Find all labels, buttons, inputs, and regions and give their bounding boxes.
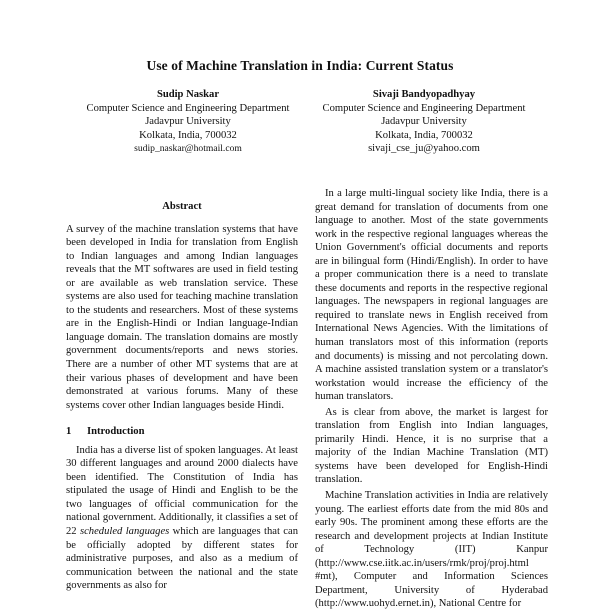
- body-paragraph: Machine Translation activities in India are relatively young. The earliest efforts date from the mid 80s and early 90s. The prominent among these efforts are the research and development projects at Indian Institute of Technology (IIT) Kanpur (http://www.cse.iitk.ac.in/users/rmk/proj/proj.html #mt), Computer and Information Sciences Department, University of Hyderabad (http://www.uohyd.ernet.in), National Centre for: [315, 490, 548, 610]
- author-department: Computer Science and Engineering Department: [86, 102, 290, 114]
- intro-emphasis: scheduled languages: [79, 526, 170, 538]
- author-email: sivaji_cse_ju@yahoo.com: [368, 143, 480, 155]
- author-block-2: [314, 88, 534, 156]
- author-name: Sivaji Bandyopadhyay: [372, 89, 476, 100]
- section-title: Introduction: [87, 426, 145, 438]
- intro-paragraph: [66, 444, 298, 593]
- author-location: Kolkata, India, 700032: [375, 129, 473, 141]
- author-location: Kolkata, India, 700032: [139, 129, 237, 141]
- right-column: [315, 187, 548, 611]
- author-email: sudip_naskar@hotmail.com: [134, 143, 242, 155]
- author-department: Computer Science and Engineering Department: [322, 102, 526, 114]
- paper-title: Use of Machine Translation in India: Current Status: [146, 58, 454, 73]
- author-name: Sudip Naskar: [156, 89, 220, 100]
- body-paragraph: In a large multi-lingual society like India, there is a great demand for translation of documents from one language to another. Most of the state governments work in the respective regional languages whereas the Union Government's official documents and reports are in bilingual form (Hindi/English). In order to have a proper communication there is a need to translate these documents and reports in the respective regional languages. The newspapers in regional languages are required to translate news in English received from International News Agencies. With the limitations of human translators most of this information (reports and documents) is missing and not percolating down. A machine assisted translation system or a translator's workstation would increase the efficiency of the human translators.: [315, 188, 548, 403]
- author-university: Jadavpur University: [145, 116, 231, 128]
- section-number: 1: [66, 426, 72, 438]
- intro-text-a: India has a diverse list of spoken languages. At least 30 different languages and around 2000 dialects have been identified. The Constitution of India has stipulated the usage of Hindi and English to be the two languages of official communication for the national government. Additionally, it classifies a set of 22: [66, 444, 298, 538]
- left-column: [66, 200, 298, 593]
- body-paragraph: As is clear from above, the market is largest for translation from English into Indian languages, primarily Hindi. Hence, it is no surprise that a majority of the Indian Machine Translation (MT) systems have been developed for English-Hindi translation.: [315, 406, 548, 486]
- author-university: Jadavpur University: [381, 116, 467, 128]
- author-block-1: [78, 88, 298, 156]
- intro-text-b: which are languages that can be officially adopted by different states for administrative purposes, and also as a medium of communication between the national and the state governments as also for: [66, 526, 298, 592]
- abstract-text: A survey of the machine translation systems that have been developed in India for translation from English to Indian languages and among Indian languages reveals that the MT softwares are used in field testing or are available as web translation service. These systems are also used for teaching machine translation to the students and researchers. Most of these systems are in the English-Hindi or Indian language-Indian language domain. The translation domains are mostly government documents/reports and news stories. There are a number of other MT systems that are at their various phases of development and have been demonstrated at various forums. Many of these systems cover other Indian languages beside Hindi.: [66, 223, 298, 411]
- section-heading: [66, 425, 298, 439]
- abstract-heading: Abstract: [162, 201, 202, 212]
